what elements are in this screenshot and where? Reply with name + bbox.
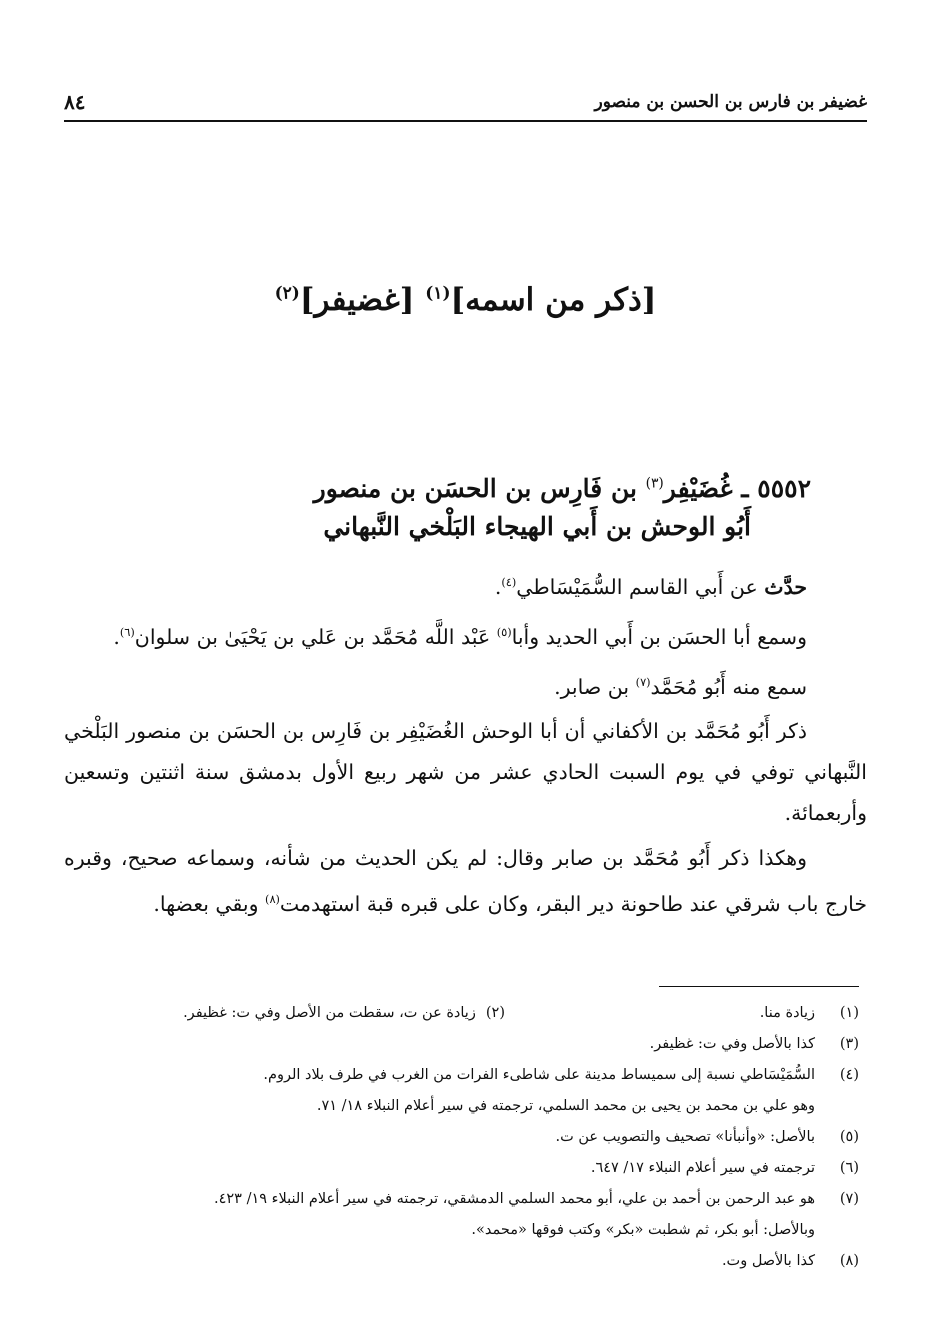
chapter-title-part2: [غضيفر] [299,282,415,318]
footnote-row-1-2 [64,998,859,1029]
footnote-row-5 [64,1122,859,1153]
paragraph-1-bold: حدَّث [764,574,807,599]
footnote-4-continuation: وهو علي بن محمد بن يحيى بن محمد السلمي، ترجمته في سير أعلام النبلاء ١٨/ ٧١. [316,1098,815,1114]
paragraph-5 [64,838,867,925]
footnote-ref-8: (٨) [265,893,280,907]
footnote-1-text: زيادة منا. [759,1005,815,1021]
footnote-row-8 [64,1246,859,1277]
paragraph-3-text2: بن صابر. [554,674,630,699]
footnote-ref-5: (٥) [496,625,512,639]
footnote-2-text: زيادة عن ت، سقطت من الأصل وفي ت: غظيفر. [183,1005,476,1021]
paragraph-2-text2: عَبْد اللَّه مُحَمَّد بن عَلي بن يَحْيَىٰ بن سلوان [134,624,491,649]
footnote-divider [659,986,859,987]
paragraph-1-end: . [494,574,502,599]
footnote-3-number: (٣) [839,1036,859,1052]
footnote-3-text: كذا بالأصل وفي ت: غظيفر. [649,1036,815,1052]
footnote-4-number: (٤) [839,1067,859,1083]
body-text [64,562,867,929]
footnote-2-number: (٢) [485,1005,505,1021]
paragraph-3-text: سمع منه أَبُو مُحَمَّد [650,674,807,699]
footnote-ref-3: (٣) [645,475,664,492]
entry-heading [64,470,811,545]
running-header [64,84,867,122]
footnote-ref-1: (١) [425,283,451,304]
footnote-4-text: السُّمَيْسَاطي نسبة إلى سميساط مدينة على شاطىء الفرات من الغرب في طرف بلاد الروم. [263,1067,815,1083]
chapter-title-part1: [ذكر من اسمه] [450,282,657,318]
paragraph-1-text: عن أَبي القاسم السُّمَيْسَاطي [516,574,758,599]
footnote-ref-7: (٧) [635,675,651,689]
footnotes [64,998,859,1277]
footnote-1-2-text [64,998,815,1029]
footnote-5-text: بالأصل: «وأنبأنا» تصحيف والتصويب عن ت. [555,1129,815,1145]
footnote-6-text: ترجمته في سير أعلام النبلاء ١٧/ ٦٤٧. [590,1160,815,1176]
entry-kunya-line: أَبُو الوحش بن أَبي الهيجاء البَلْخي النَّبهاني [323,511,751,541]
paragraph-4: ذكر أَبُو مُحَمَّد بن الأكفاني أن أبا الوحش الغُضَيْفِر بن فَارِس بن الحسَن بن منصور البَلْخي النَّبهاني توفي في يوم السبت الحادي عشر من شهر ربيع الأول بدمشق سنة اثنتين وتسعين وأربعمائة. [64,719,867,826]
page-number: ٨٤ [64,90,86,114]
footnote-5-number: (٥) [839,1129,859,1145]
chapter-title [64,282,867,318]
footnote-8-number: (٨) [839,1253,859,1269]
running-title: غضيفر بن فارس بن الحسن بن منصور [594,92,867,112]
footnote-7-text: هو عبد الرحمن بن أحمد بن علي، أبو محمد السلمي الدمشقي، ترجمته في سير أعلام النبلاء ١٩/ ٤٢٣. [213,1191,815,1207]
entry-heading-line1 [64,470,811,508]
paragraph-2-text: وسمع أبا الحسَن بن أَبي الحديد وأبا [511,624,807,649]
paragraph-5-text: وهكذا ذكر أَبُو مُحَمَّد بن صابر وقال: لم يكن الحديث من شأنه، وسماعه صحيح، وقبره خارج باب شرقي عند طاحونة دير البقر، وكان على قبره قبة استهدمت [64,846,867,917]
footnote-ref-4: (٤) [501,576,517,589]
footnote-6-number: (٦) [839,1160,859,1176]
footnote-row-3 [64,1029,859,1060]
paragraph-3 [64,662,867,708]
entry-lineage: بن فَارِس بن الحسَن بن منصور [313,474,637,503]
footnote-ref-6: (٦) [119,625,135,639]
footnote-row-6 [64,1153,859,1184]
entry-number-name: ٥٥٥٢ ـ غُضَيْفِر [663,474,811,503]
footnote-ref-2: (٢) [274,283,300,304]
footnote-row-7 [64,1184,859,1215]
footnote-7-continuation: وبالأصل: أبو بكر، ثم شطبت «بكر» وكتب فوقها «محمد». [471,1222,815,1238]
footnote-7-number: (٧) [839,1191,859,1207]
paragraph-2-end: . [113,624,120,649]
paragraph-5-text2: وبقي بعضها. [153,892,259,917]
footnote-8-text: كذا بالأصل وت. [721,1253,815,1269]
footnote-row-4 [64,1060,859,1091]
paragraph-1 [64,562,867,608]
paragraph-2 [64,612,867,658]
footnote-1-number: (١) [839,1005,859,1021]
